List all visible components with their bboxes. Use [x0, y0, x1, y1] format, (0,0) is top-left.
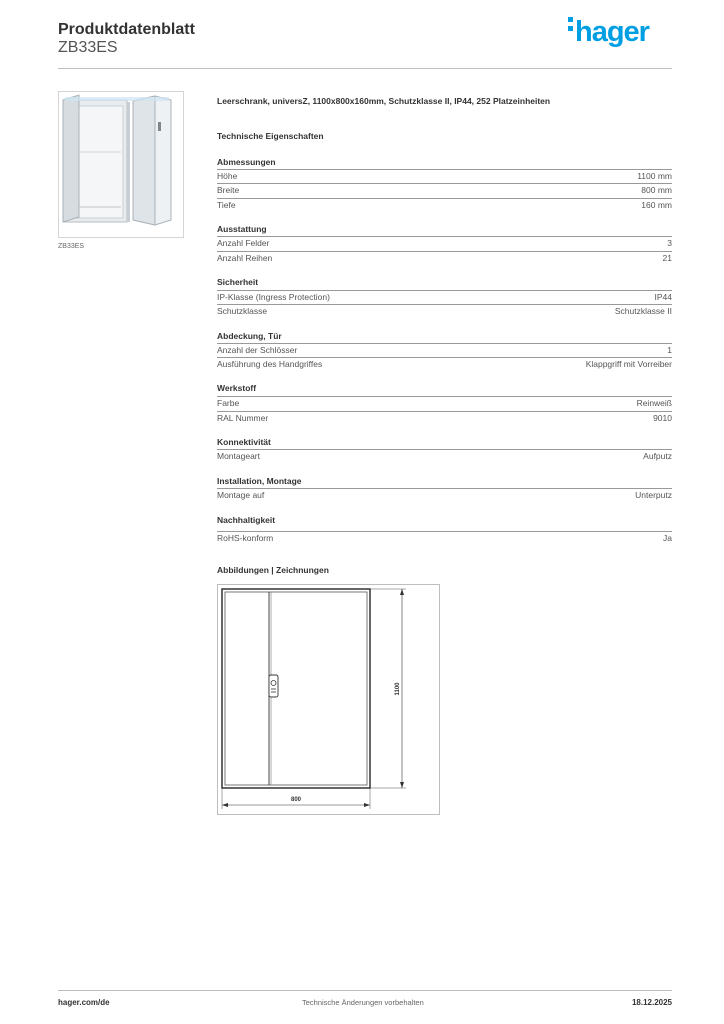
- spec-value: 1: [667, 345, 672, 355]
- section-title: Ausstattung: [217, 224, 267, 234]
- spec-value: IP44: [654, 292, 672, 302]
- spec-value: Schutzklasse II: [614, 306, 672, 316]
- drawings-heading: Abbildungen | Zeichnungen: [217, 565, 329, 575]
- section-title: Konnektivität: [217, 437, 271, 447]
- spec-key: Anzahl Felder: [217, 238, 270, 248]
- spec-value: Aufputz: [643, 451, 672, 461]
- spec-key: Höhe: [217, 171, 238, 181]
- spec-key: RAL Nummer: [217, 413, 269, 423]
- height-dimension-label: 1100: [395, 682, 401, 696]
- section-title: Abmessungen: [217, 157, 276, 167]
- article-number: ZB33ES: [58, 39, 118, 56]
- spec-row: [217, 488, 672, 503]
- hager-logo: [568, 16, 649, 49]
- spec-row: [217, 183, 672, 198]
- header-divider: [58, 68, 672, 69]
- page-title: Produktdatenblatt: [58, 21, 195, 38]
- product-photo: [58, 91, 184, 238]
- spec-value: Klappgriff mit Vorreiber: [585, 359, 672, 369]
- spec-row: [217, 169, 672, 184]
- spec-value: 1100 mm: [637, 171, 672, 181]
- section-title: Installation, Montage: [217, 476, 302, 486]
- spec-row: [217, 198, 672, 213]
- spec-value: 800 mm: [641, 185, 672, 195]
- spec-key: RoHS-konform: [217, 533, 274, 543]
- spec-value: 3: [667, 238, 672, 248]
- footer-website[interactable]: hager.com/de: [58, 998, 110, 1007]
- spec-key: Ausführung des Handgriffes: [217, 359, 323, 369]
- spec-row: [217, 251, 672, 266]
- spec-row: [217, 304, 672, 319]
- spec-key: Montageart: [217, 451, 260, 461]
- spec-key: IP-Klasse (Ingress Protection): [217, 292, 330, 302]
- logo-text: hager: [575, 16, 649, 48]
- spec-key: Farbe: [217, 398, 240, 408]
- section-title: Sicherheit: [217, 277, 259, 287]
- spec-key: Anzahl der Schlösser: [217, 345, 298, 355]
- footer-disclaimer: Technische Änderungen vorbehalten: [302, 998, 424, 1007]
- spec-row: [217, 290, 672, 305]
- spec-row: [217, 236, 672, 251]
- product-description: Leerschrank, universZ, 1100x800x160mm, Schutzklasse II, IP44, 252 Platzeinheiten: [217, 96, 551, 106]
- section-title: Werkstoff: [217, 383, 257, 393]
- technical-drawing: [217, 584, 440, 815]
- tech-heading: Technische Eigenschaften: [217, 131, 324, 141]
- spec-key: Tiefe: [217, 200, 236, 210]
- footer-divider: [58, 990, 672, 991]
- spec-key: Breite: [217, 185, 240, 195]
- spec-row: [217, 531, 672, 546]
- spec-value: 160 mm: [641, 200, 672, 210]
- section-title: Nachhaltigkeit: [217, 515, 276, 525]
- spec-key: Schutzklasse: [217, 306, 268, 316]
- spec-key: Montage auf: [217, 490, 265, 500]
- spec-value: 21: [662, 253, 672, 263]
- spec-row: [217, 357, 672, 372]
- spec-row: [217, 396, 672, 411]
- spec-value: Ja: [663, 533, 672, 543]
- photo-caption: ZB33ES: [58, 243, 85, 250]
- footer-date: 18.12.2025: [631, 998, 672, 1007]
- spec-row: [217, 343, 672, 358]
- spec-value: Unterputz: [635, 490, 672, 500]
- spec-row: [217, 449, 672, 464]
- spec-value: Reinweiß: [636, 398, 672, 408]
- section-title: Abdeckung, Tür: [217, 331, 282, 341]
- spec-value: 9010: [653, 413, 672, 423]
- spec-row: [217, 411, 672, 426]
- spec-key: Anzahl Reihen: [217, 253, 273, 263]
- width-dimension-label: 800: [290, 797, 302, 803]
